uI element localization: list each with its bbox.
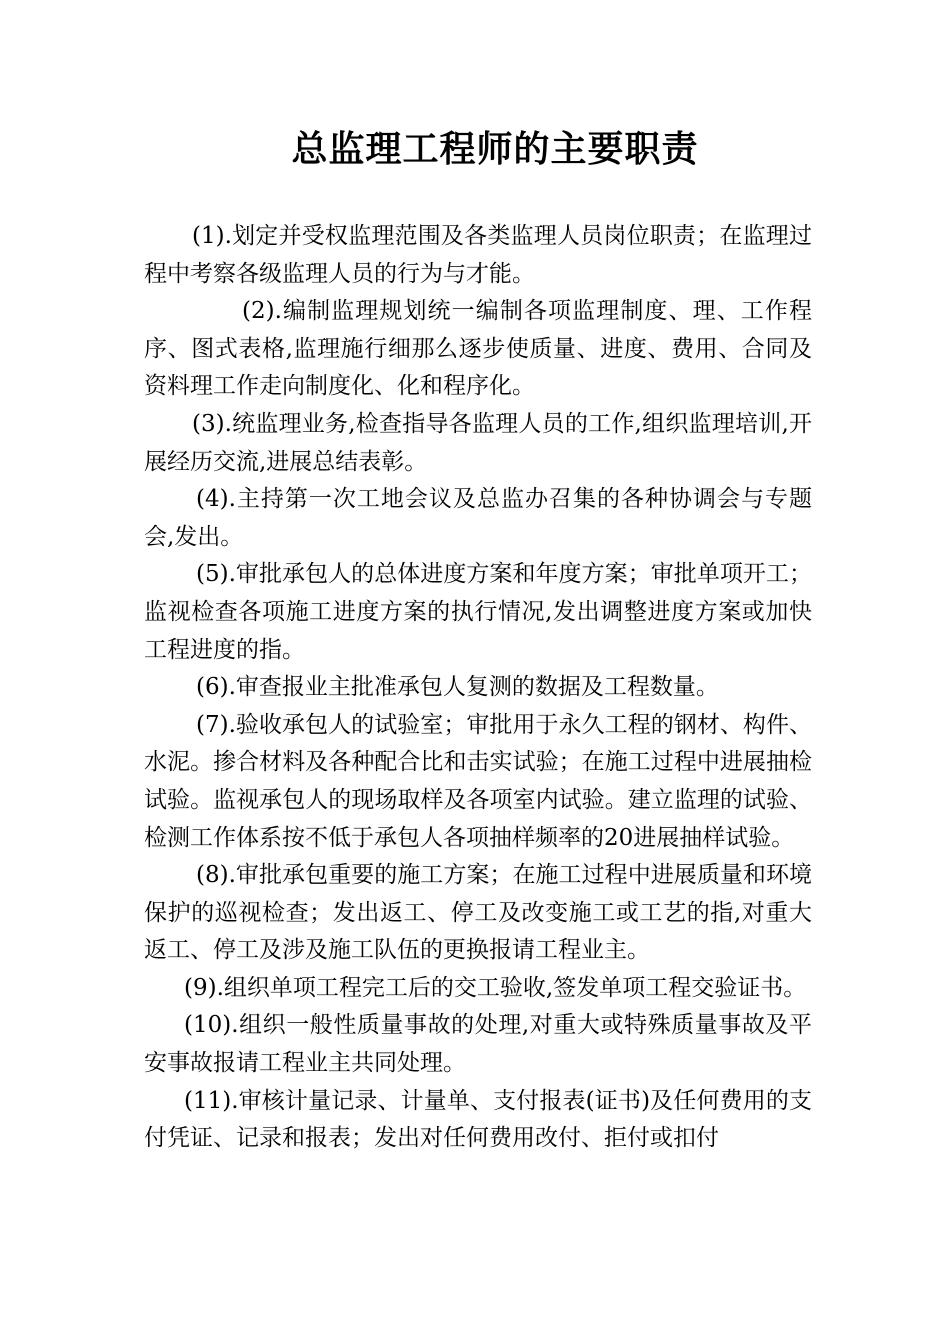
paragraph-10: (10).组织一般性质量事故的处理,对重大或特殊质量事故及平安事故报请工程业主共同处理。 <box>144 1012 812 1077</box>
paragraph-8: (8).审批承包重要的施工方案；在施工过程中进展质量和环境保护的巡视检查；发出返工、停工及改变施工或工艺的指,对重大返工、停工及涉及施工队伍的更换报请工程业主。 <box>144 862 812 964</box>
document-body <box>144 218 812 1158</box>
paragraph-11: (11).审核计量记录、计量单、支付报表(证书)及任何费用的支付凭证、记录和报表；发出对任何费用改付、拒付或扣付 <box>144 1087 812 1152</box>
paragraph-1: (1).划定并受权监理范围及各类监理人员岗位职责；在监理过程中考察各级监理人员的行为与才能。 <box>144 223 812 287</box>
document-title: 总监理工程师的主要职责 <box>291 129 699 170</box>
paragraph-9: (9).组织单项工程完工后的交工验收,签发单项工程交验证书。 <box>184 974 807 1001</box>
paragraph-5: (5).审批承包人的总体进度方案和年度方案；审批单项开工；监视检查各项施工进度方案的执行情况,发出调整进度方案或加快工程进度的指。 <box>144 561 812 663</box>
paragraph-4: (4).主持第一次工地会议及总监办召集的各种协调会与专题会,发出。 <box>144 486 812 550</box>
paragraph-2: (2).编制监理规划统一编制各项监理制度、理、工作程序、图式表格,监理施行细那么逐步使质量、进度、费用、合同及资料理工作走向制度化、化和程序化。 <box>144 298 812 400</box>
paragraph-6: (6).审查报业主批准承包人复测的数据及工程数量。 <box>196 674 719 701</box>
paragraph-7: (7).验收承包人的试验室；审批用于永久工程的钢材、构件、水泥。掺合材料及各种配合比和击实试验；在施工过程中进展抽检试验。监视承包人的现场取样及各项室内试验。建立监理的试验、检测工作体系按不低于承包人各项抽样频率的20进展抽样试验。 <box>144 711 812 851</box>
paragraph-3: (3).统监理业务,检查指导各监理人员的工作,组织监理培训,开展经历交流,进展总结表彰。 <box>144 410 812 475</box>
